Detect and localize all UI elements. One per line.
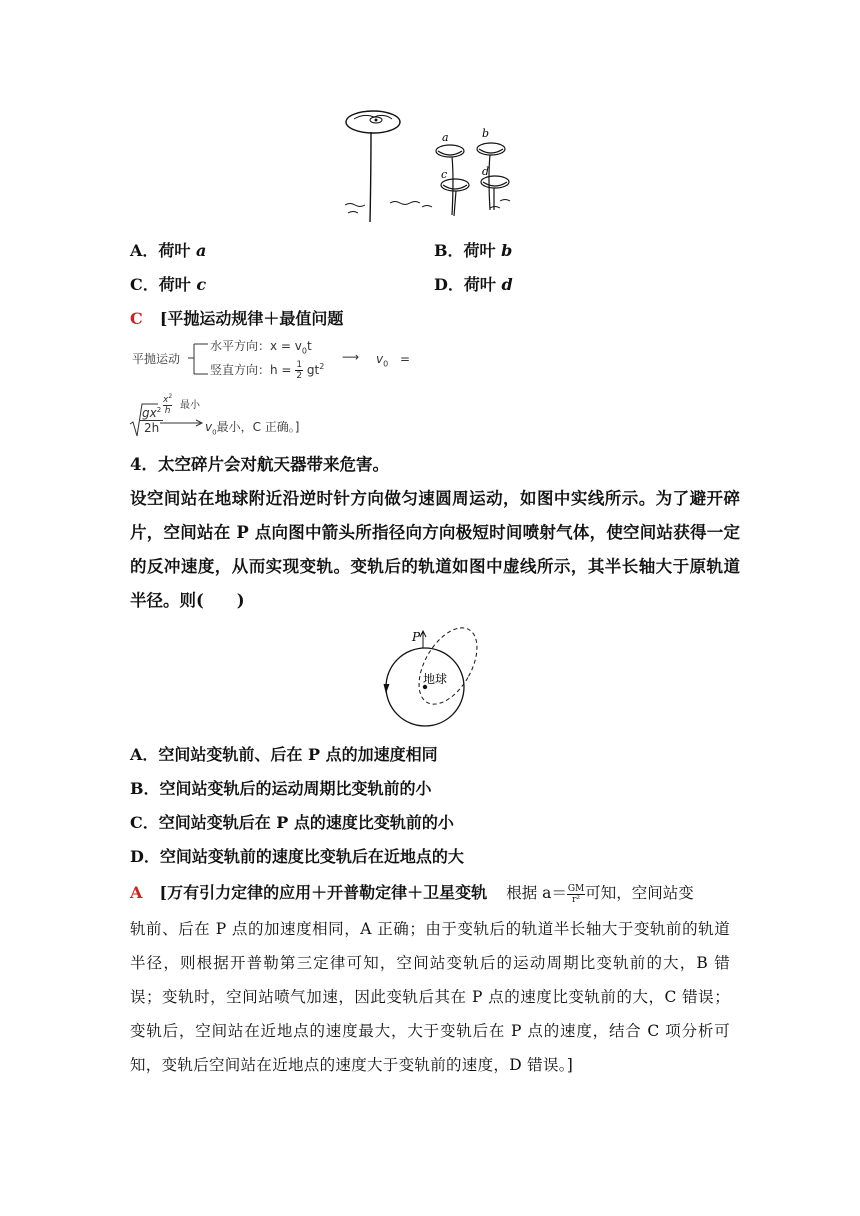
q4-formula: 根据 a＝ $\frac{GM}{\text{r²}}$ 可知，空间站变 bbox=[506, 883, 694, 905]
q4-option-c: C．空间站变轨后在 P 点的速度比变轨前的小 bbox=[130, 813, 454, 832]
p-label: P bbox=[412, 630, 421, 644]
earth-label: 地球 bbox=[423, 672, 448, 686]
flow-result: $v_0$最小，C 正确。] bbox=[205, 420, 300, 437]
leaf-label-b: b bbox=[482, 127, 490, 140]
q4-answer-title: [万有引力定律的应用＋开普勒定律＋卫星变轨 bbox=[159, 883, 488, 902]
q3-option-d: D．荷叶 d bbox=[434, 275, 513, 294]
q4-option-b: B．空间站变轨后的运动周期比变轨前的小 bbox=[130, 779, 432, 798]
q3-option-a: A．荷叶 a bbox=[130, 241, 207, 260]
q4-option-d: D．空间站变轨前的速度比变轨后在近地点的大 bbox=[130, 847, 464, 866]
flow-vertical: 竖直方向：h = $\frac{1}{2}$ $gt^2$ bbox=[210, 360, 325, 381]
q3-option-b: B．荷叶 b bbox=[434, 241, 513, 260]
flow-arrow: ⟶ bbox=[342, 350, 360, 364]
answer-letter: C bbox=[130, 309, 143, 328]
flow-lead: 平抛运动 bbox=[132, 352, 181, 366]
q4-stem-line1: 4．太空碎片会对航天器带来危害。 bbox=[130, 455, 389, 474]
q3-answer bbox=[130, 306, 343, 329]
orbit-figure bbox=[378, 620, 488, 732]
sqrt-fraction: $gx^2$ 2h bbox=[142, 406, 162, 435]
flow-eq: = bbox=[400, 352, 411, 366]
flow-horizontal: 水平方向：$x = v_0t$ bbox=[210, 339, 312, 356]
q4-option-a: A．空间站变轨前、后在 P 点的加速度相同 bbox=[130, 745, 438, 764]
q3-option-c: C．荷叶 c bbox=[130, 275, 207, 294]
q4-answer-line1 bbox=[130, 880, 740, 905]
leaf-label-d: d bbox=[482, 165, 490, 178]
leaf-label-a: a bbox=[442, 131, 449, 144]
flow-arrow-long bbox=[160, 418, 206, 428]
q4-stem-body: 设空间站在地球附近沿逆时针方向做匀速圆周运动，如图中实线所示。为了避开碎片，空间站在 P 点向图中箭头所指径向方向极短时间喷射气体，使空间站获得一定的反冲速度，从而实现变轨。变轨后的轨道如图中虚线所示，其半长轴大于原轨道半径。则( ) bbox=[130, 489, 740, 610]
q4-answer-letter: A bbox=[130, 883, 143, 902]
q4-explanation: 轨前、后在 P 点的加速度相同，A 正确；由于变轨后的轨道半长轴大于变轨前的轨道半径，则根据开普勒第三定律可知，空间站变轨后的运动周期比变轨前的大，B 错误；变轨时，空间站喷气加速，因此变轨后其在 P 点的速度比变轨前的大，C 错误；变轨后，空间站在近地点的速度最大，大于变轨后在 P 点的速度，结合 C 项分析可知，变轨后空间站在近地点的速度大于变轨前的速度，D 错误。] bbox=[130, 920, 730, 1074]
flow-v0: $v_0$ bbox=[376, 352, 389, 369]
lotus-figure bbox=[340, 105, 520, 225]
arrow-condition: $x^2$ h bbox=[163, 393, 173, 416]
answer-title: [平抛运动规律＋最值问题 bbox=[159, 309, 344, 328]
arrow-top-label: 最小 bbox=[180, 400, 200, 411]
leaf-label-c: c bbox=[441, 168, 448, 181]
